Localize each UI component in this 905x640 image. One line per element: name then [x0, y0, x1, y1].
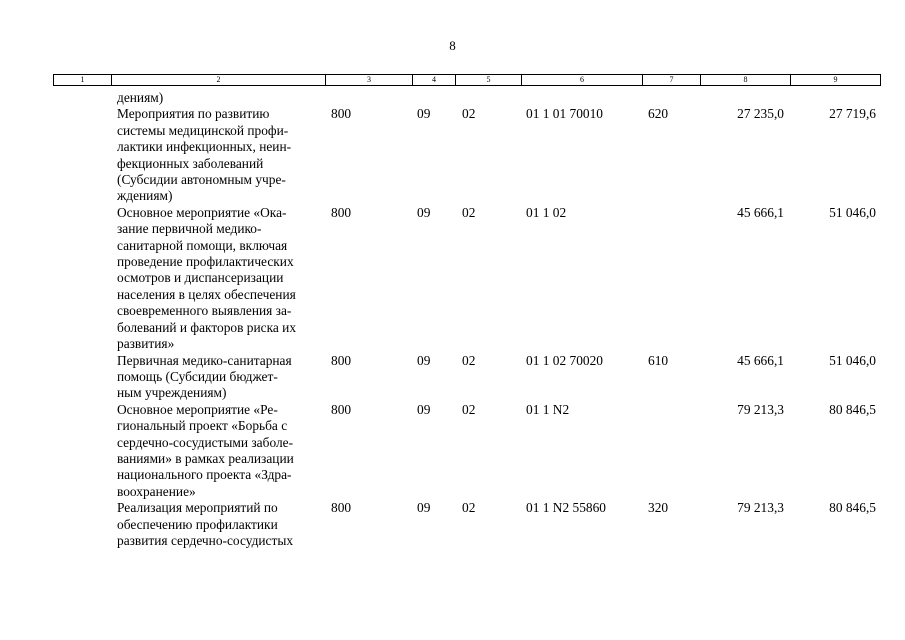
description-line: национального проекта «Здра-: [117, 467, 292, 483]
row-section: 09: [417, 352, 431, 368]
description-line: ваниями» в рамках реализации: [117, 450, 294, 466]
row-amount-year-1: 27 235,0: [737, 106, 784, 122]
description-line: болеваний и факторов риска их: [117, 319, 297, 335]
description-line: Первичная медико-санитарная: [117, 352, 292, 368]
row-target-article: 01 1 01 70010: [526, 106, 603, 122]
row-section: 09: [417, 106, 431, 122]
row-subsection: 02: [462, 204, 476, 220]
row-amount-year-2: 51 046,0: [829, 204, 876, 220]
header-col-9: 9: [791, 75, 881, 86]
description-line: осмотров и диспансеризации: [117, 270, 284, 286]
description-line: проведение профилактических: [117, 254, 294, 270]
description-line: (Субсидии автономным учре-: [117, 172, 286, 188]
row-target-article: 01 1 N2: [526, 401, 570, 417]
description-line: воохранение»: [117, 483, 196, 499]
row-amount-year-2: 51 046,0: [829, 352, 876, 368]
row-subsection: 02: [462, 500, 476, 516]
row-amount-year-2: 80 846,5: [829, 401, 876, 417]
header-col-1: 1: [54, 75, 112, 86]
table-row: [53, 106, 880, 204]
row-admin-code: 800: [331, 401, 352, 417]
table-row: [53, 90, 880, 106]
header-col-7: 7: [643, 75, 701, 86]
row-subsection: 02: [462, 106, 476, 122]
description-line: развития»: [117, 336, 175, 352]
row-amount-year-2: 80 846,5: [829, 500, 876, 516]
description-line: своевременного выявления за-: [117, 303, 292, 319]
header-col-3: 3: [326, 75, 413, 86]
row-admin-code: 800: [331, 352, 352, 368]
row-amount-year-1: 45 666,1: [737, 352, 784, 368]
row-admin-code: 800: [331, 500, 352, 516]
description-line: обеспечению профилактики: [117, 516, 278, 532]
row-subsection: 02: [462, 352, 476, 368]
row-admin-code: 800: [331, 106, 352, 122]
description-line: системы медицинской профи-: [117, 122, 289, 138]
row-description: [117, 353, 332, 402]
description-line: населения в целях обеспечения: [117, 286, 296, 302]
row-amount-year-1: 79 213,3: [737, 500, 784, 516]
row-amount-year-2: 27 719,6: [829, 106, 876, 122]
header-col-4: 4: [413, 75, 456, 86]
row-description: [117, 500, 332, 549]
row-admin-code: 800: [331, 204, 352, 220]
table-row: [53, 353, 880, 402]
description-line: Основное мероприятие «Ре-: [117, 401, 278, 417]
row-subsection: 02: [462, 401, 476, 417]
table-row: [53, 205, 880, 353]
table-row: [53, 500, 880, 549]
description-line: развития сердечно-сосудистых: [117, 532, 294, 548]
budget-table-body: [53, 90, 880, 549]
description-line: фекционных заболеваний: [117, 155, 264, 171]
header-col-8: 8: [701, 75, 791, 86]
description-line: ждениям): [117, 188, 173, 204]
header-row: [54, 75, 881, 86]
description-line: Реализация мероприятий по: [117, 500, 278, 516]
description-line: Мероприятия по развитию: [117, 106, 270, 122]
description-line: сердечно-сосудистыми заболе-: [117, 434, 294, 450]
header-col-2: 2: [112, 75, 326, 86]
row-description: [117, 205, 332, 353]
row-section: 09: [417, 204, 431, 220]
row-description: [117, 402, 332, 500]
row-section: 09: [417, 401, 431, 417]
row-target-article: 01 1 02 70020: [526, 352, 603, 368]
column-number-header: [53, 74, 881, 86]
header-col-5: 5: [456, 75, 522, 86]
description-line: санитарной помощи, включая: [117, 237, 288, 253]
header-col-6: 6: [522, 75, 643, 86]
row-description: [117, 90, 332, 106]
row-target-article: 01 1 N2 55860: [526, 500, 606, 516]
row-description: [117, 106, 332, 204]
row-amount-year-1: 45 666,1: [737, 204, 784, 220]
description-line: зание первичной медико-: [117, 221, 262, 237]
row-expense-type: 620: [648, 106, 669, 122]
row-section: 09: [417, 500, 431, 516]
description-line: ным учреждениям): [117, 385, 227, 401]
row-expense-type: 320: [648, 500, 669, 516]
description-line: дениям): [117, 90, 164, 105]
row-amount-year-1: 79 213,3: [737, 401, 784, 417]
description-line: лактики инфекционных, неин-: [117, 139, 292, 155]
description-line: помощь (Субсидии бюджет-: [117, 368, 278, 384]
row-target-article: 01 1 02: [526, 204, 567, 220]
description-line: Основное мероприятие «Ока-: [117, 204, 287, 220]
row-expense-type: 610: [648, 352, 669, 368]
description-line: гиональный проект «Борьба с: [117, 418, 288, 434]
page-number: 8: [449, 38, 456, 53]
table-row: [53, 402, 880, 500]
